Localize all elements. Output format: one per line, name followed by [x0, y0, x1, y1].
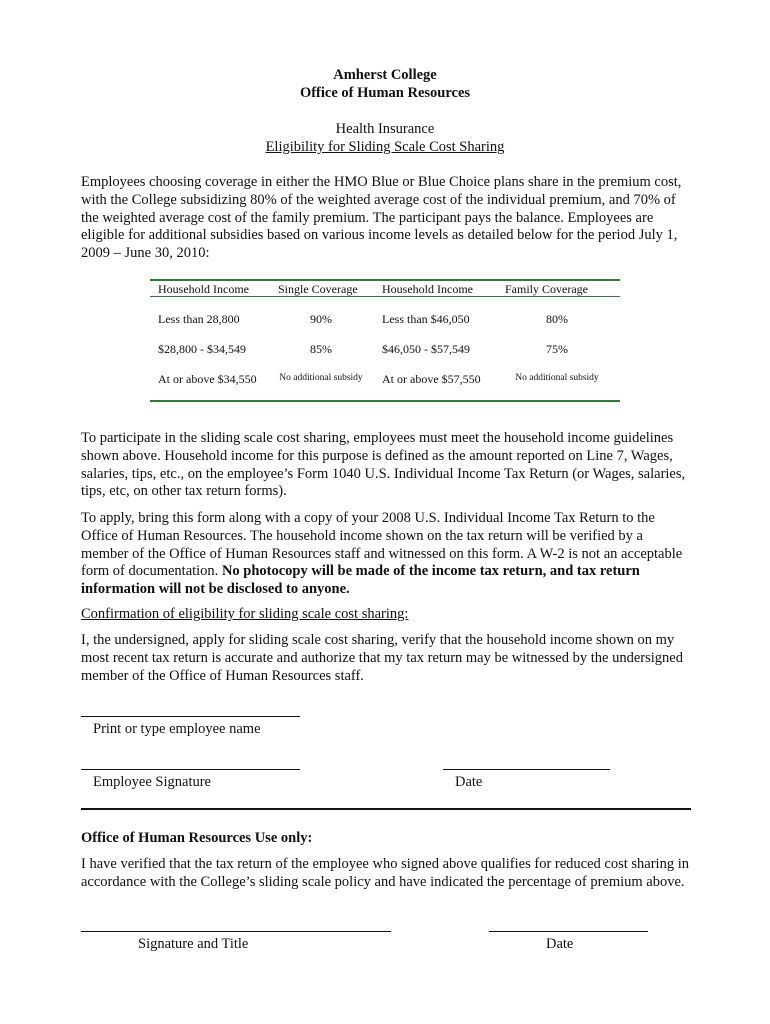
employee-date-line[interactable]: [443, 769, 610, 770]
office-use-heading: Office of Human Resources Use only:: [81, 830, 313, 846]
employee-name-line[interactable]: [81, 716, 300, 717]
office-date-label: Date: [546, 936, 574, 952]
table-header-family-coverage: Family Coverage: [505, 282, 588, 296]
table-cell: $46,050 - $57,549: [382, 342, 470, 356]
form-subtitle: Eligibility for Sliding Scale Cost Sharing: [265, 139, 505, 155]
table-header-household-income-family: Household Income: [382, 282, 473, 296]
table-bottom-rule: [150, 400, 620, 402]
section-divider: [81, 808, 691, 810]
table-cell: At or above $34,550: [158, 372, 257, 386]
topic-title: Health Insurance: [335, 121, 435, 137]
table-cell: $28,800 - $34,549: [158, 342, 246, 356]
table-header-single-coverage: Single Coverage: [278, 282, 358, 296]
subsidy-table: [150, 279, 620, 403]
table-cell: Less than $46,050: [382, 312, 470, 326]
employee-signature-line[interactable]: [81, 769, 300, 770]
employee-signature-label: Employee Signature: [93, 774, 211, 790]
table-cell: 75%: [546, 342, 568, 356]
office-date-line[interactable]: [489, 931, 648, 932]
table-cell: 90%: [310, 312, 332, 326]
office-signature-label: Signature and Title: [138, 936, 249, 952]
employee-date-label: Date: [455, 774, 483, 790]
participate-paragraph: To participate in the sliding scale cost sharing, employees must meet the household income guidelines shown above. Household income for this purpose is defined as the amount reported on Line 7, Wages, salaries, tips, etc., on the employee’s Form 1040 U.S. Individual Income Tax Return (or Wages, salaries, tips, etc, on other tax return forms).: [81, 430, 686, 500]
table-top-rule: [150, 279, 620, 281]
table-cell: At or above $57,550: [382, 372, 481, 386]
office-use-text: I have verified that the tax return of the employee who signed above qualifies for reduced cost sharing in accordance with the College’s sliding scale policy and have indicated the percentage of premium above.: [81, 856, 689, 890]
apply-paragraph-text: To apply, bring this form along with a copy of your 2008 U.S. Individual Income Tax Return to the Office of Human Resources. The household income shown on the tax return will be verified by a member of the Office of Human Resources staff and witnessed on this form. A W-2 is not an acceptable form of documentation.: [81, 510, 683, 580]
table-cell: Less than 28,800: [158, 312, 240, 326]
dept-title: Office of Human Resources: [299, 85, 471, 101]
office-signature-line[interactable]: [81, 931, 391, 932]
table-cell: No additional subsidy: [279, 373, 363, 383]
table-cell: No additional subsidy: [515, 373, 599, 383]
apply-paragraph: [81, 510, 691, 599]
table-header-household-income-single: Household Income: [158, 282, 249, 296]
intro-paragraph: Employees choosing coverage in either the HMO Blue or Blue Choice plans share in the premium cost, with the College subsidizing 80% of the weighted average cost of the individual premium, and 70% of the weighted average cost of the family premium. The participant pays the balance. Employees are eligible for additional subsidies based on various income levels as detailed below for the period July 1, 2009 – June 30, 2010:: [81, 174, 682, 262]
confirmation-heading: Confirmation of eligibility for sliding scale cost sharing:: [81, 606, 409, 622]
table-cell: 80%: [546, 312, 568, 326]
table-header-rule: [150, 296, 620, 297]
table-cell: 85%: [310, 342, 332, 356]
org-title: Amherst College: [333, 67, 437, 83]
confirmation-text: I, the undersigned, apply for sliding scale cost sharing, verify that the household income shown on my most recent tax return is accurate and authorize that my tax return may be witnessed by the undersigned member of the Office of Human Resources staff.: [81, 632, 683, 684]
employee-name-label: Print or type employee name: [93, 721, 261, 737]
apply-paragraph-bold: No photocopy will be made of the income tax return, and tax return information will not be disclosed to anyone.: [81, 563, 640, 598]
